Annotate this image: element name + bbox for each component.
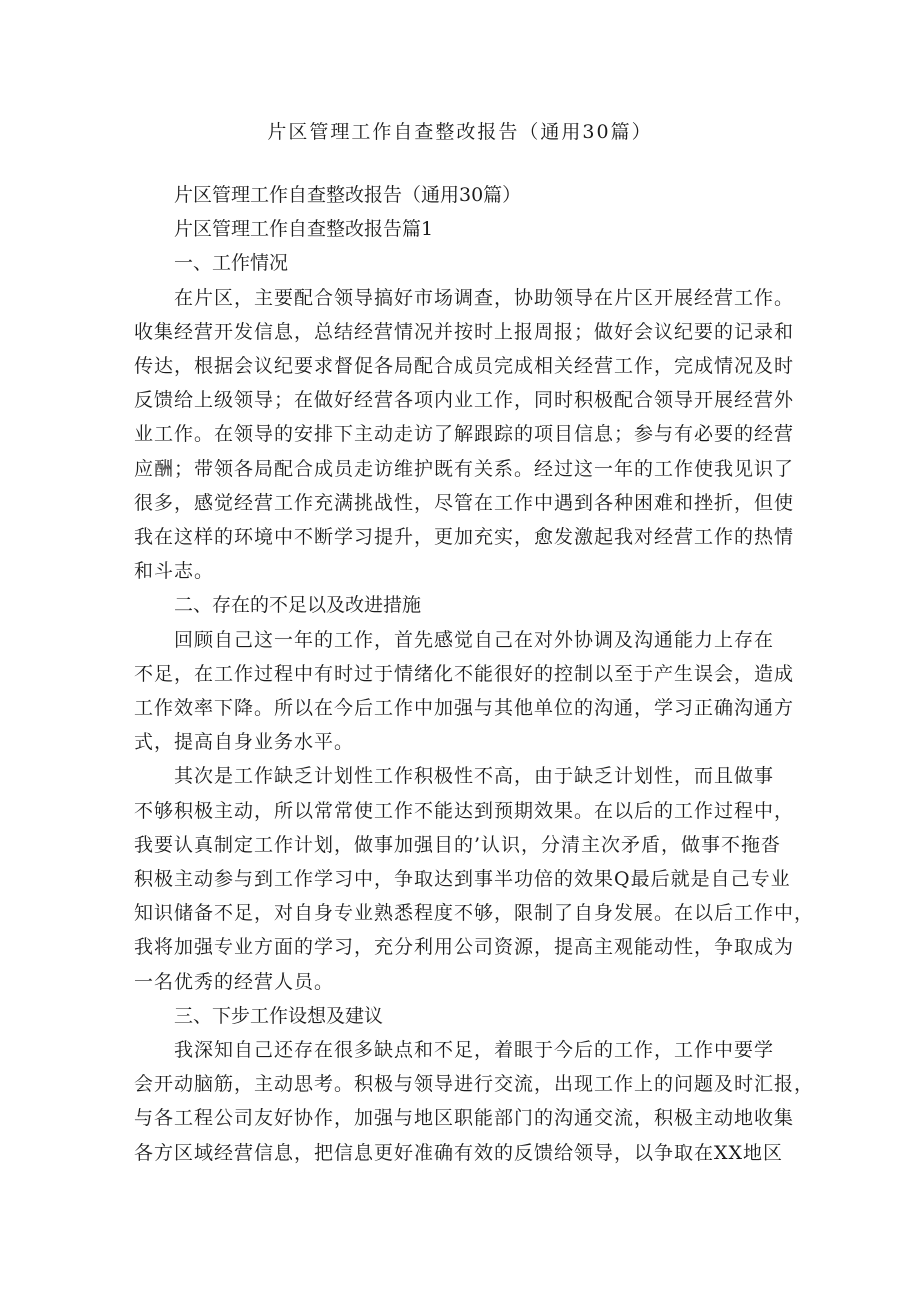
document-subtitle: 片区管理工作自查整改报告（通用30篇）: [174, 184, 522, 206]
paragraph-line: 和斗志。: [134, 560, 215, 583]
section-heading-work-status: 一、工作情况: [174, 252, 289, 275]
paragraph-review: [134, 623, 795, 760]
paragraph-line: 我深知自己还存在很多缺点和不足，着眼于今后的工作，工作中要学: [174, 1039, 775, 1062]
paragraph-line: 工作效率下降。所以在今后工作中加强与其他单位的沟通，学习正确沟通方: [134, 697, 795, 720]
paragraph-next-steps: [134, 1033, 815, 1170]
paragraph-line: 业工作。在领导的安排下主动走访了解跟踪的项目信息；参与有必要的经营: [134, 423, 795, 446]
paragraph-line: 很多，感觉经营工作充满挑战性，尽管在工作中遇到各种困难和挫折，但使: [134, 491, 795, 514]
paragraph-line: 不够积极主动，所以常常使工作不能达到预期效果。在以后的工作过程中，: [134, 799, 795, 822]
paragraph-line: 收集经营开发信息，总结经营情况并按时上报周报；做好会议纪要的记录和: [134, 320, 795, 343]
paragraph-line: 我在这样的环境中不断学习提升，更加充实，愈发激起我对经营工作的热情: [134, 526, 795, 549]
article-title: 片区管理工作自查整改报告篇1: [174, 218, 434, 241]
paragraph-line: 在片区，主要配合领导搞好市场调查，协助领导在片区开展经营工作。: [174, 286, 795, 309]
paragraph-line: 不足，在工作过程中有时过于情绪化不能很好的控制以至于产生误会，造成: [134, 662, 795, 685]
paragraph-line: 一名优秀的经营人员。: [134, 970, 335, 993]
paragraph-line: 我将加强专业方面的学习，充分利用公司资源，提高主观能动性，争取成为: [134, 936, 795, 959]
paragraph-line: 知识储备不足，对自身专业熟悉程度不够，限制了自身发展。在以后工作中，: [134, 902, 815, 925]
paragraph-line: 我要认真制定工作计划，做事加强目的’认识，分清主次矛盾，做事不拖沓: [134, 833, 782, 856]
paragraph-line: 其次是工作缺乏计划性工作积极性不高，由于缺乏计划性，而且做事: [174, 765, 775, 788]
paragraph-line: 回顾自己这一年的工作，首先感觉自己在对外协调及沟通能力上存在: [174, 628, 775, 651]
paragraph-line: 积极主动参与到工作学习中，争取达到事半功倍的效果Q最后就是自己专业: [134, 868, 791, 891]
paragraph-line: 式，提高自身业务水平。: [134, 731, 355, 754]
paragraph-planning: [134, 759, 815, 998]
document-body: [134, 178, 815, 1170]
paragraph-line: 反馈给上级领导；在做好经营各项内业工作，同时积极配合领导开展经营外: [134, 389, 795, 412]
paragraph-line: 与各工程公司友好协作，加强与地区职能部门的沟通交流，积极主动地收集: [134, 1107, 795, 1130]
section-heading-next-steps: 三、下步工作设想及建议: [174, 1004, 384, 1027]
paragraph-line: 会开动脑筋，主动思考。积极与领导进行交流，出现工作上的问题及时汇报，: [134, 1073, 815, 1096]
document-title: 片区管理工作自查整改报告（通用30篇）: [267, 121, 653, 143]
paragraph-line: 各方区域经营信息，把信息更好准确有效的反馈给领导，以争取在XX地区: [134, 1141, 784, 1164]
paragraph-work-status: [134, 281, 795, 589]
section-heading-shortcomings: 二、存在的不足以及改进措施: [174, 594, 422, 617]
paragraph-line: 应酬；带领各局配合成员走访维护既有关系。经过这一年的工作使我见识了: [134, 457, 795, 480]
paragraph-line: 传达，根据会议纪要求督促各局配合成员完成相关经营工作，完成情况及时: [134, 355, 795, 378]
